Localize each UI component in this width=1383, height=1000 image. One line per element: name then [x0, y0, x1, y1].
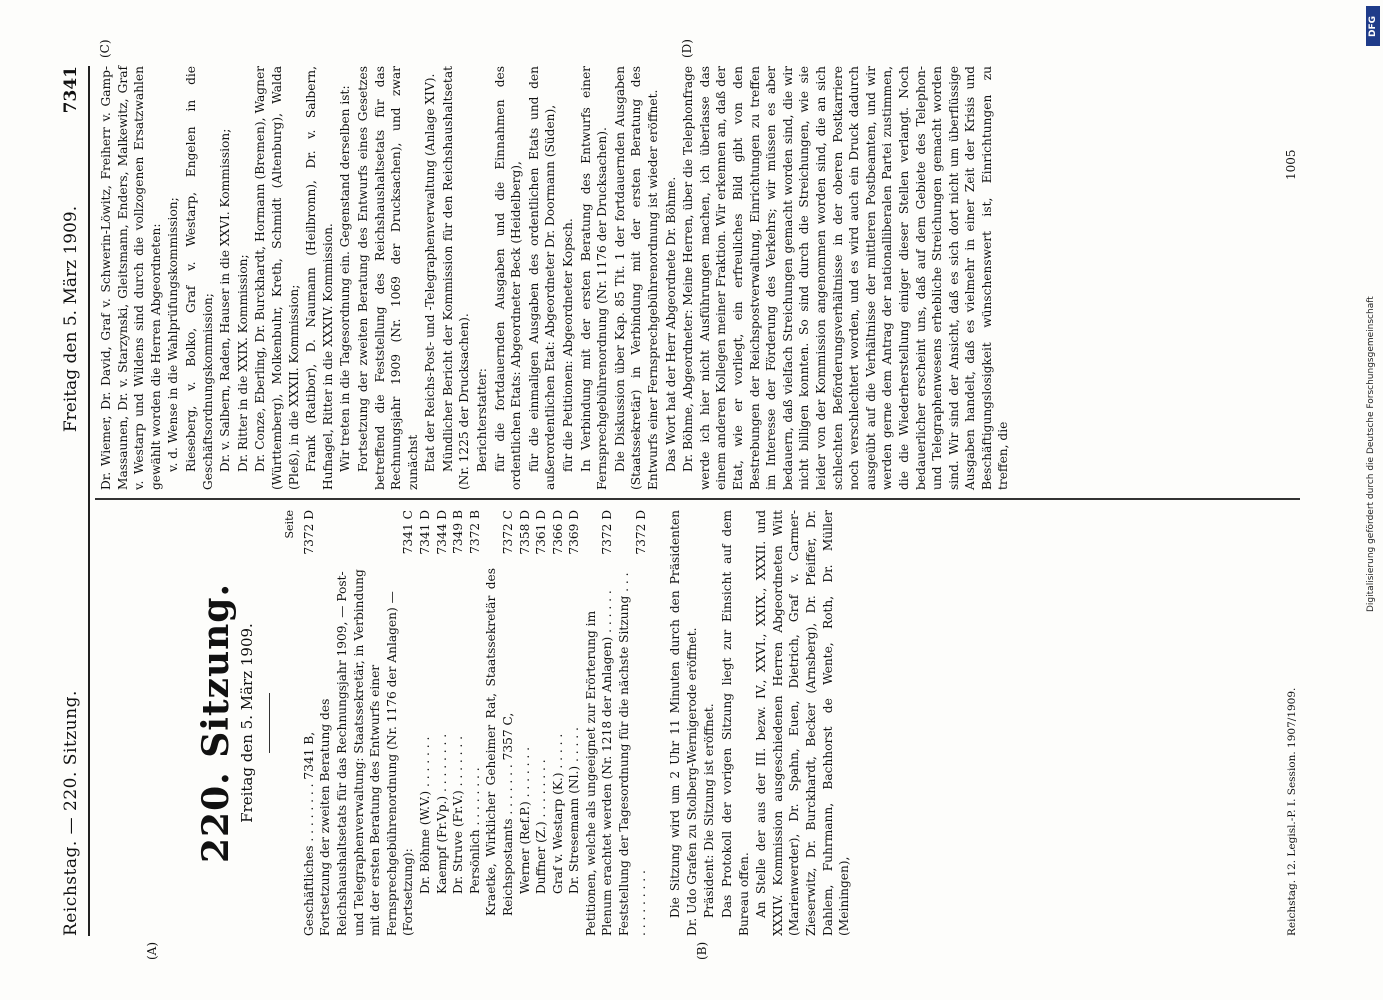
margin-mark-c: (C): [98, 39, 112, 58]
toc-page: 7372 D: [301, 510, 316, 555]
paragraph: Mündlicher Bericht der Kommission für den Reichshaushaltsetat (Nr. 1225 der Drucksachen).: [440, 66, 472, 490]
paragraph: für die einmaligen Ausgaben des ordentlichen Etats und den außerordentlichen Etat: Abgeordneter Dr. Doormann (Süden),: [526, 66, 558, 490]
toc-page: 7344 D: [434, 510, 449, 555]
toc-entry: Dr. Struve (Fr.V.) . . . . . . .: [451, 735, 466, 894]
digitization-note: Digitalisierung gefördert durch die Deutsche Forschungsgemeinschaft: [1366, 296, 1376, 612]
paragraph: Wir treten in die Tagesordnung ein. Gegenstand derselben ist:: [338, 85, 353, 472]
toc-row: [533, 510, 550, 936]
paragraph: Dr. Böhme, Abgeordneter: Meine Herren, über die Telephonfrage werde ich hier nicht Ausführungen machen, ich überlasse das einem anderen Kollegen meiner Fraktion. Wir erkennen an, daß der Etat, wie er vorliegt, ein erfreuliches Bild gibt von den Bestrebungen der Reichspostverwaltung, Einrichtungen zu treffen im Interesse der Förderung des Verkehrs; wir müssen es aber bedauern, daß vielfach Streichungen gemacht worden sind, die wir nicht billigen konnten. So sind durch die Streichungen, wie sie leider von der Kommission angenommen worden sind, die an sich schlechten Beförderungsverhältnisse in der oberen Postkarriere noch verschlechtert worden, und es wird auch ein Druck dadurch ausgeübt auf die Verhältnisse der mittleren Postbeamten, und wir werden gerne dem Antrag der nationalliberalen Partei zustimmen, die die Wiederherstellung einiger dieser Stellen verlangt. Noch bedauerlicher erscheint uns, daß auf dem Gebiete des Telephon- und Telegraphenwesens erhebliche Streichungen gemacht worden sind. Wir sind der Ansicht, daß es sich dort nicht um überflüssige Ausgaben handelt, daß es vielmehr in einer Zeit der Krisis und Beschäftigungslosigkeit wünschenswert ist, Einrichtungen zu treffen, die: [681, 66, 1011, 490]
toc-row: [417, 510, 434, 936]
session-date: Freitag den 5. März 1909.: [237, 623, 256, 823]
paragraph: Dr. Conze, Eberling, Dr. Burckhardt, Hormann (Bremen), Wagner (Württemberg), Molkenbuhr, Kreth, Schmidt (Altenburg), Walda (Pleß), in die XXXII. Kommission;: [253, 66, 301, 490]
header-page-number: 7341: [61, 65, 81, 114]
paragraph: für die Petitionen: Abgeordneter Kopsch.: [561, 218, 576, 472]
toc-row: [566, 510, 583, 936]
dfg-logo: DFG: [1366, 6, 1380, 46]
toc-page: 7369 D: [567, 510, 582, 555]
toc-entry: Persönlich . . . . . . . .: [467, 767, 482, 894]
toc-row: [616, 510, 649, 936]
toc-page: 7372 D: [633, 510, 648, 555]
toc-entry: Geschäftliches . . . . . . . . 7341 B,: [301, 731, 316, 936]
paragraph: An Stelle der aus der III. bezw. IV., XXVI., XXIX., XXXII. und XXXIV. Kommission ausgeschiedenen Herren Abgeordneten Witt (Marienwerder), Dr. Spahn, Euen, Dietrich, Graf v. Carmer-Zieserwitz, Dr. Burckhardt, Becker (Arnsberg), Dr. Pfeiffer, Dr. Dahlem, Fuhrmann, Bachhorst de Wente, Roth, Dr. Müller (Meiningen),: [754, 510, 852, 936]
paragraph: Etat der Reichs-Post- und -Telegraphenverwaltung (Anlage XIV).: [423, 73, 438, 472]
toc-entry: Dr. Böhme (W.V.) . . . . . . .: [417, 736, 432, 894]
margin-mark-d: (D): [680, 39, 694, 58]
margin-mark-b: (B): [695, 941, 709, 960]
toc-row: [483, 510, 516, 936]
right-column: [98, 66, 1013, 490]
toc-page: 7349 B: [451, 510, 466, 554]
paragraph: für die fortdauernden Ausgaben und die Einnahmen des ordentlichen Etats: Abgeordneter Beck (Heidelberg),: [492, 66, 524, 490]
toc-row: [467, 510, 484, 936]
session-title: 220. Sitzung.: [195, 583, 237, 864]
footer-note: Reichstag. 12. Legisl.-P. I. Session. 1907/1909.: [1286, 687, 1298, 936]
paragraph: Rieseberg, v. Bolko, Graf v. Westarp, Engelen in die Geschäftsordnungskommission;: [183, 66, 215, 490]
header-left: Reichstag. — 220. Sitzung.: [61, 690, 81, 936]
toc-page: 7372 C: [500, 510, 515, 555]
toc-page: 7372 D: [600, 510, 615, 555]
toc-page: 7372 B: [467, 510, 482, 554]
paragraph: Berichterstatter:: [475, 368, 490, 472]
toc-entry: Kraetke, Wirklicher Geheimer Rat, Staatssekretär des Reichspostamts . . . . . . . 7357 C,: [484, 568, 515, 916]
paragraph: Das Wort hat der Herr Abgeordnete Dr. Böhme.: [663, 176, 678, 472]
paragraph: Dr. Wiemer, Dr. David, Graf v. Schwerin-Löwitz, Freiherr v. Gamp-Massaunen, Dr. v. Starzynski, Gleitsmann, Enders, Malkewitz, Graf v. Westarp und Wildens sind durch die vollzogenen Ersatzwahlen gewählt worden die Herren Abgeordneten:: [99, 66, 163, 490]
toc-row: [583, 510, 616, 936]
paragraph: Die Diskussion über Kap. 85 Tit. 1 der fortdauernden Ausgaben (Staatssekretär) in Verbindung mit der ersten Beratung des Entwurfs einer Fernsprechgebührenordnung ist wieder eröffnet.: [612, 66, 660, 490]
toc-entry: Graf v. Westarp (K.) . . . . .: [550, 733, 565, 894]
toc-entry: Fortsetzung der zweiten Beratung des Reichshaushaltsetats für das Rechnungsjahr 1909, — Post- und Telegraphenverwaltung: Staatssekretär, in Verbindung mit der ersten Beratung des Entwurfs einer Fernsprechgebührenordnung (Nr. 1176 der Anlagen) — (Fortsetzung):: [318, 569, 416, 936]
toc-page: 7341 D: [417, 510, 432, 555]
toc-row: [450, 510, 467, 936]
toc-entry: Dr. Stresemann (Nl.) . . . . .: [567, 727, 582, 894]
toc-page: 7341 C: [401, 510, 416, 555]
header-rule: [88, 66, 90, 936]
paragraph: Die Sitzung wird um 2 Uhr 11 Minuten durch den Präsidenten Dr. Udo Grafen zu Stolberg-Wernigerode eröffnet.: [668, 510, 699, 936]
left-body: [667, 510, 853, 936]
paragraph: Das Protokoll der vorigen Sitzung liegt zur Einsicht auf dem Bureau offen.: [720, 510, 751, 936]
paragraph: Frank (Ratibor), D. Naumann (Heilbronn), Dr. v. Salbern, Hufnagel, Ritter in die XXXIV. Kommission.: [304, 66, 335, 490]
toc-entry: Kaempf (Fr.Vp.) . . . . . . . .: [434, 733, 449, 894]
sheet-number: 1005: [1284, 149, 1298, 180]
toc-page: 7361 D: [534, 510, 549, 555]
toc-row: [434, 510, 451, 936]
toc-entry: Werner (Ref.P.) . . . . . . .: [517, 746, 532, 894]
running-header: [58, 66, 84, 936]
paragraph: v. d. Wense in die Wahlprüfungskommission;: [166, 197, 181, 472]
paragraph: Fortsetzung der zweiten Beratung des Entwurfs eines Gesetzes betreffend die Feststellung des Reichshaushaltsetats für das Rechnungsjahr 1909 (Nr. 1069 der Drucksachen), und zwar zunächst: [355, 66, 420, 490]
toc-row: [317, 510, 417, 936]
toc-entry: Petitionen, welche als ungeeignet zur Erörterung im Plenum erachtet werden (Nr. 1218 der Anlagen) . . . . . .: [583, 590, 615, 936]
title-rule: [269, 693, 270, 753]
toc-entry: Duffner (Z.) . . . . . . . .: [534, 759, 549, 894]
toc-page: 7358 D: [517, 510, 532, 555]
toc-page: 7366 D: [550, 510, 565, 555]
toc-entry: Feststellung der Tagesordnung für die nächste Sitzung . . . . . . . . . . . .: [617, 572, 648, 936]
toc-row: [517, 510, 534, 936]
seite-label: Seite: [283, 510, 297, 539]
left-column: [98, 510, 854, 936]
paragraph: Dr. v. Salbern, Raden, Hauser in die XXVI. Kommission;: [218, 128, 233, 472]
paragraph: Dr. Ritter in die XXIX. Kommission;: [235, 254, 250, 472]
toc-row: [550, 510, 567, 936]
table-of-contents: [301, 510, 649, 936]
paragraph: Präsident: Die Sitzung ist eröffnet.: [702, 703, 717, 918]
header-center: Freitag den 5. März 1909.: [61, 205, 81, 433]
toc-row: [301, 510, 318, 936]
paragraph: In Verbindung mit der ersten Beratung des Entwurfs einer Fernsprechgebührenordnung (Nr. 1176 der Drucksachen).: [578, 66, 610, 490]
margin-mark-a: (A): [145, 941, 159, 960]
column-divider: [95, 498, 1300, 500]
